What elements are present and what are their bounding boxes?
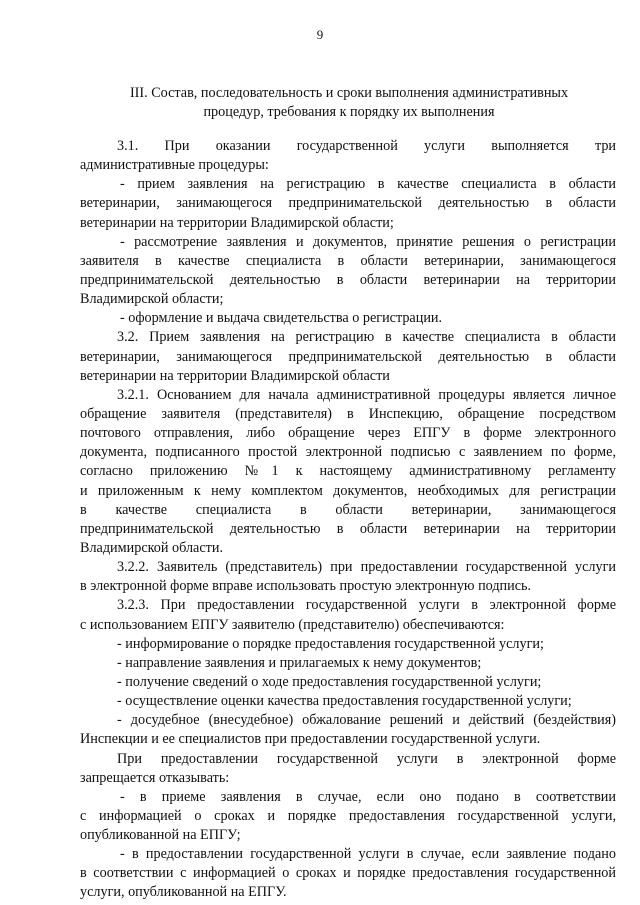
text-line: в соответствии с информацией о сроках и порядке предоставления государственной — [80, 865, 616, 882]
text-line: При предоставлении государственной услуги в электронной форме — [117, 750, 616, 767]
text-line: - рассмотрение заявления и документов, принятие решения о регистрации — [120, 233, 616, 250]
text-line: опубликованной на ЕПГУ; — [80, 827, 241, 844]
text-line: 3.2.1. Основанием для начала административной процедуры является личное — [117, 386, 616, 403]
text-line: - оформление и выдача свидетельства о регистрации. — [120, 310, 443, 327]
section-title-line: III. Состав, последовательность и сроки выполнения административных — [129, 85, 569, 101]
text-line: - осуществление оценки качества предоставления государственной услуги; — [117, 693, 572, 710]
text-line: 3.2.2. Заявитель (представитель) при предоставлении государственной услуги — [117, 559, 616, 576]
text-line: предпринимательской деятельностью в области ветеринарии на территории — [80, 520, 616, 537]
text-line: и приложенным к нему комплектом документов, необходимых для регистрации — [80, 482, 616, 499]
text-line: ветеринарии, занимающегося предпринимательской деятельностью в области — [80, 195, 616, 212]
text-line: - в приеме заявления в случае, если оно подано в соответствии — [120, 788, 616, 805]
text-line: с информацией о сроках и порядке предоставления государственной услуги, — [80, 807, 616, 824]
text-line: 3.2. Прием заявления на регистрацию в качестве специалиста в области — [117, 329, 616, 346]
text-line: в электронной форме вправе использовать простую электронную подпись. — [80, 578, 532, 595]
text-line: - направление заявления и прилагаемых к нему документов; — [117, 654, 482, 671]
text-line: ветеринарии на территории Владимирской области — [80, 367, 390, 384]
text-line: административные процедуры: — [80, 157, 269, 174]
text-line: обращение заявителя (представителя) в Инспекцию, обращение посредством — [80, 405, 616, 422]
text-line: ветеринарии, занимающегося предпринимательской деятельностью в области — [80, 348, 616, 365]
text-line: - прием заявления на регистрацию в качестве специалиста в области — [120, 176, 616, 193]
text-line: предпринимательской деятельностью в области ветеринарии на территории — [80, 271, 616, 288]
text-line: почтового отправления, либо обращение через ЕПГУ в форме электронного — [80, 425, 616, 442]
body-text — [80, 137, 616, 903]
text-line: - получение сведений о ходе предоставления государственной услуги; — [117, 673, 542, 690]
text-line: Владимирской области; — [80, 291, 224, 308]
section-title — [80, 84, 618, 122]
text-line: Владимирской области. — [80, 539, 223, 556]
text-line: документа, подписанного простой электронной подписью с заявлением по форме, — [80, 444, 616, 461]
section-title-line: процедур, требования к порядку их выполнения — [203, 104, 495, 120]
text-line: - в предоставлении государственной услуги в случае, если заявление подано — [120, 846, 616, 863]
text-line: согласно приложению №1 к настоящему административному регламенту — [80, 463, 616, 480]
text-line: ветеринарии на территории Владимирской области; — [80, 214, 394, 231]
text-line: 3.1. При оказании государственной услуги выполняется три — [117, 138, 616, 154]
text-line: 3.2.3. При предоставлении государственной услуги в электронной форме — [117, 597, 616, 614]
text-line: запрещается отказывать: — [80, 769, 230, 786]
text-line: заявителя в качестве специалиста в области ветеринарии, занимающегося — [80, 252, 616, 269]
text-line: Инспекции и ее специалистов при предоставлении государственной услуги. — [80, 731, 541, 748]
text-line: - досудебное (внесудебное) обжалование решений и действий (бездействия) — [117, 712, 616, 729]
text-line: услуги, опубликованной на ЕПГУ. — [80, 884, 287, 901]
text-line: в качестве специалиста в области ветеринарии, занимающегося — [80, 501, 616, 518]
text-line: с использованием ЕПГУ заявителю (представителю) обеспечиваются: — [80, 616, 505, 633]
page-number: 9 — [316, 27, 324, 42]
text-line: - информирование о порядке предоставления государственной услуги; — [117, 635, 544, 652]
